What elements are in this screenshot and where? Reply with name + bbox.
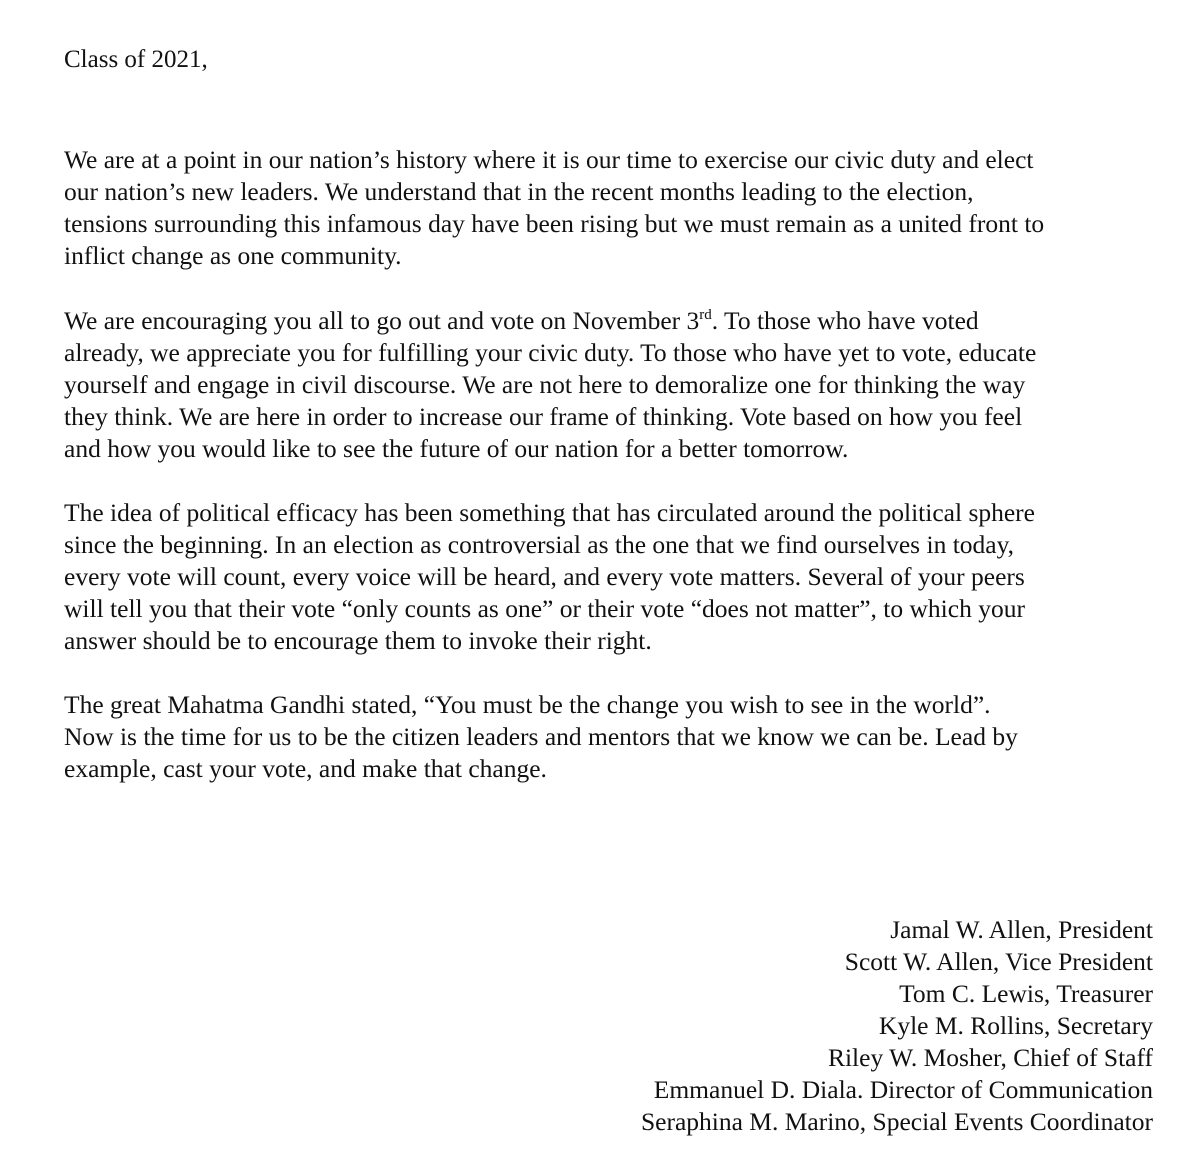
paragraph-line: inflict change as one community. bbox=[64, 241, 402, 270]
paragraph-line: Now is the time for us to be the citizen leaders and mentors that we know we can be. Lead by bbox=[64, 722, 1018, 751]
ordinal-suffix: rd bbox=[699, 307, 712, 323]
paragraph-line: The idea of political efficacy has been something that has circulated around the political sphere bbox=[64, 498, 1035, 527]
paragraph-line bbox=[64, 305, 1154, 337]
paragraph-line: since the beginning. In an election as controversial as the one that we find ourselves in today, bbox=[64, 530, 1015, 559]
paragraph-line: example, cast your vote, and make that change. bbox=[64, 754, 547, 783]
signature-special-events-coordinator: Seraphina M. Marino, Special Events Coordinator bbox=[640, 1107, 1153, 1136]
salutation: Class of 2021, bbox=[64, 46, 208, 73]
paragraph-line: and how you would like to see the future of our nation for a better tomorrow. bbox=[64, 434, 849, 463]
signature-treasurer: Tom C. Lewis, Treasurer bbox=[899, 979, 1153, 1008]
paragraph-line-text: . To those who have voted bbox=[711, 306, 979, 335]
paragraph-line: will tell you that their vote “only counts as one” or their vote “does not matter”, to which your bbox=[64, 594, 1025, 623]
signature-chief-of-staff: Riley W. Mosher, Chief of Staff bbox=[827, 1043, 1153, 1072]
paragraph-line: our nation’s new leaders. We understand that in the recent months leading to the election, bbox=[64, 177, 974, 206]
signature-block bbox=[641, 914, 1153, 1138]
signature-director-of-communication: Emmanuel D. Diala. Director of Communication bbox=[653, 1075, 1153, 1104]
paragraph-line: every vote will count, every voice will be heard, and every vote matters. Several of your peers bbox=[64, 562, 1025, 591]
signature-secretary: Kyle M. Rollins, Secretary bbox=[878, 1011, 1153, 1040]
signature-president: Jamal W. Allen, President bbox=[890, 915, 1153, 944]
paragraph-encourage-vote bbox=[64, 305, 1154, 465]
paragraph-line: already, we appreciate you for fulfilling your civic duty. To those who have yet to vote, educate bbox=[64, 338, 1037, 367]
paragraph-line: yourself and engage in civil discourse. We are not here to demoralize one for thinking the way bbox=[64, 370, 1026, 399]
paragraph-line: We are at a point in our nation’s history where it is our time to exercise our civic duty and elect bbox=[64, 145, 1034, 174]
paragraph-line-text: We are encouraging you all to go out and vote on November 3 bbox=[64, 306, 700, 335]
paragraph-political-efficacy bbox=[64, 497, 1154, 657]
paragraph-line: answer should be to encourage them to invoke their right. bbox=[64, 626, 652, 655]
paragraph-line: tensions surrounding this infamous day have been rising but we must remain as a united front to bbox=[64, 209, 1045, 238]
paragraph-line: The great Mahatma Gandhi stated, “You must be the change you wish to see in the world”. bbox=[64, 690, 991, 719]
paragraph-gandhi-quote bbox=[64, 689, 1154, 785]
paragraph-civic-duty bbox=[64, 144, 1154, 272]
paragraph-line: they think. We are here in order to increase our frame of thinking. Vote based on how you feel bbox=[64, 402, 1023, 431]
signature-vice-president: Scott W. Allen, Vice President bbox=[844, 947, 1153, 976]
